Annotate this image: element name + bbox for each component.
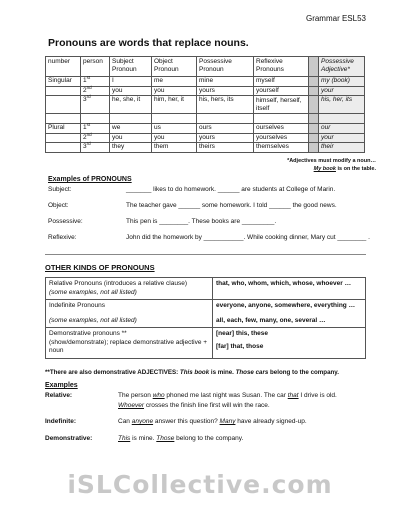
header-cell: Reflexive Pronouns: [254, 57, 309, 77]
demonstrative-label: Demonstrative:: [45, 435, 93, 442]
indefinite-label: Indefinite:: [45, 418, 77, 425]
examples-cell: [near] this, these [far] that, those: [213, 328, 366, 359]
table-row: [46, 300, 366, 328]
object-cell: them: [152, 143, 197, 153]
object-example: The teacher gave ______ some homework. I told ______ the good news.: [126, 202, 337, 209]
possessive-example: This pen is ________. These books are _________.: [126, 218, 277, 225]
divider-cell: [309, 96, 319, 114]
person-cell: 2nd: [81, 133, 110, 143]
person-cell: 1st: [81, 77, 110, 87]
reflexive-cell: yourself: [254, 86, 309, 96]
table-row: [46, 133, 365, 143]
possessive-cell: theirs: [197, 143, 254, 153]
possessive-cell: yours: [197, 133, 254, 143]
header-cell: number: [46, 57, 81, 77]
kind-cell: Demonstrative pronouns ** (show/demonstrate); replace demonstrative adjective + noun: [46, 328, 213, 359]
object-cell: you: [152, 133, 197, 143]
person-cell: 2nd: [81, 86, 110, 96]
kind-cell: Indefinite Pronouns (some examples, not all listed): [46, 300, 213, 328]
adjective-cell: my (book): [319, 77, 365, 87]
header-cell: Object Pronoun: [152, 57, 197, 77]
possessive-cell: mine: [197, 77, 254, 87]
subject-cell: you: [110, 133, 152, 143]
possessive-cell: his, hers, its: [197, 96, 254, 114]
header-cell: Subject Pronoun: [110, 57, 152, 77]
adjective-note: *Adjectives must modify a noun…: [287, 158, 376, 164]
divider-cell: [309, 143, 319, 153]
subject-cell: you: [110, 86, 152, 96]
header-cell: Possessive Adjective*: [319, 57, 365, 77]
reflexive-cell: himself, herself, itself: [254, 96, 309, 114]
examples-cell: everyone, anyone, somewhere, everything … all, each, few, many, one, several …: [213, 300, 366, 328]
examples-title: Examples: [45, 382, 78, 389]
section-divider: [45, 254, 366, 255]
object-cell: you: [152, 86, 197, 96]
relative-example-2: Whoever crosses the finish line first will win the race.: [118, 402, 270, 409]
number-cell: [46, 133, 81, 143]
table-row: [46, 86, 365, 96]
adjective-cell: your: [319, 86, 365, 96]
subject-cell: I: [110, 77, 152, 87]
reflexive-label: Reflexive:: [48, 234, 77, 241]
indefinite-example: Can anyone answer this question? Many have already signed-up.: [118, 418, 307, 425]
table-row: [46, 278, 366, 300]
watermark-logo: iSLCollective.com: [67, 470, 333, 499]
reflexive-cell: myself: [254, 77, 309, 87]
possessive-cell: ours: [197, 124, 254, 134]
number-cell: [46, 86, 81, 96]
object-cell: us: [152, 124, 197, 134]
kind-cell: Relative Pronouns (introduces a relative clause) (some examples, not all listed): [46, 278, 213, 300]
reflexive-cell: themselves: [254, 143, 309, 153]
person-cell: 1st: [81, 124, 110, 134]
divider-cell: [309, 124, 319, 134]
reflexive-example: John did the homework by ___________. While cooking dinner, Mary cut ________ .: [126, 234, 370, 241]
number-cell: [46, 143, 81, 153]
possessive-label: Possessive:: [48, 218, 83, 225]
table-row: [46, 124, 365, 134]
table-row: [46, 96, 365, 114]
other-kinds-table: [45, 277, 366, 359]
table-row: [46, 77, 365, 87]
examples-cell: that, who, whom, which, whose, whoever …: [213, 278, 366, 300]
demonstrative-adjective-footnote: **There are also demonstrative ADJECTIVES: This book is mine. Those cars belong to the company.: [45, 369, 339, 376]
adjective-cell: our: [319, 124, 365, 134]
reflexive-cell: yourselves: [254, 133, 309, 143]
person-cell: 3rd: [81, 143, 110, 153]
table-header-row: [46, 57, 365, 77]
adjective-cell: your: [319, 133, 365, 143]
header-cell: [309, 57, 319, 77]
object-label: Object:: [48, 202, 69, 209]
examples-pronouns-title: Examples of PRONOUNS: [48, 176, 132, 183]
divider-cell: [309, 77, 319, 87]
divider-cell: [309, 86, 319, 96]
header-cell: Possessive Pronoun: [197, 57, 254, 77]
number-cell: Plural: [46, 124, 81, 134]
table-row: [46, 328, 366, 359]
reflexive-cell: ourselves: [254, 124, 309, 134]
table-row: [46, 143, 365, 153]
adjective-cell: their: [319, 143, 365, 153]
demonstrative-example: This is mine. Those belong to the company.: [118, 435, 244, 442]
number-cell: Singular: [46, 77, 81, 87]
person-cell: 3rd: [81, 96, 110, 114]
object-cell: me: [152, 77, 197, 87]
object-cell: him, her, it: [152, 96, 197, 114]
possessive-cell: yours: [197, 86, 254, 96]
spacer-row: [46, 114, 365, 124]
relative-label: Relative:: [45, 392, 73, 399]
adjective-cell: his, her, its: [319, 96, 365, 114]
subject-example: _______ likes to do homework. ______ are students at College of Marin.: [126, 186, 336, 193]
divider-cell: [309, 133, 319, 143]
subject-cell: they: [110, 143, 152, 153]
relative-example-1: The person who phoned me last night was Susan. The car that I drive is old.: [118, 392, 337, 399]
document-code: Grammar ESL53: [305, 14, 366, 23]
subject-cell: he, she, it: [110, 96, 152, 114]
adjective-example-note: My book is on the table.: [313, 166, 376, 172]
pronoun-table: [45, 56, 365, 153]
number-cell: [46, 96, 81, 114]
header-cell: person: [81, 57, 110, 77]
subject-cell: we: [110, 124, 152, 134]
page-title: Pronouns are words that replace nouns.: [48, 37, 249, 49]
subject-label: Subject:: [48, 186, 72, 193]
other-kinds-title: OTHER KINDS OF PRONOUNS: [45, 263, 155, 272]
